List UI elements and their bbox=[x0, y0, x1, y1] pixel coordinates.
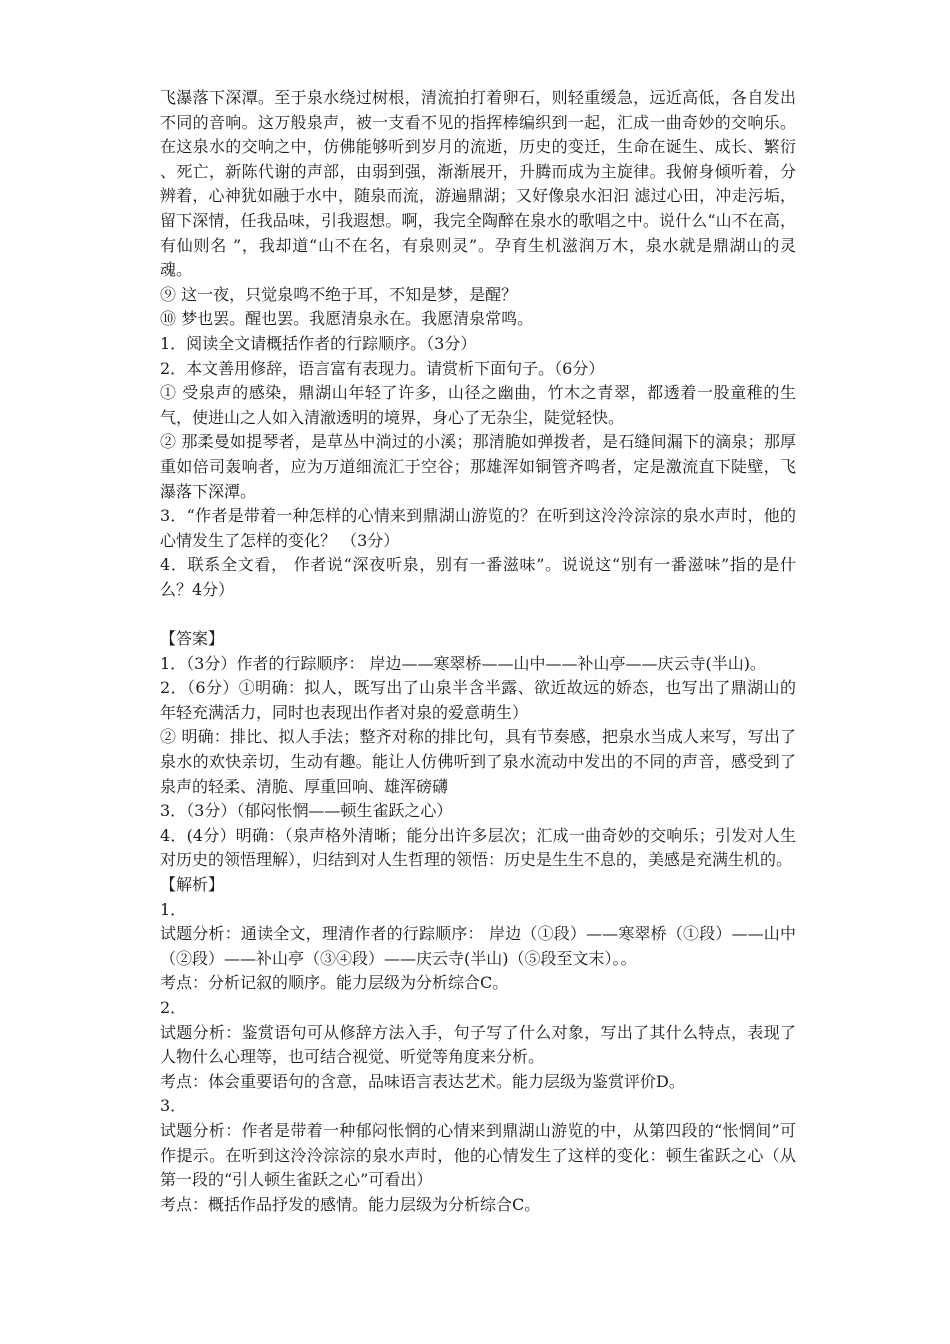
answer-4: 4．(4分）明确：（泉声格外清晰；能分出许多层次；汇成一曲奇妙的交响乐；引发对人生对历史的领悟理解），归结到对人生哲理的领悟：历史是生生不息的，美感是充满生机的。 bbox=[160, 825, 796, 870]
analysis-number: 1． bbox=[160, 899, 187, 919]
question-2-sentence-2: ② 那柔曼如提琴者，是草丛中淌过的小溪；那清脆如弹拨者，是石缝间漏下的滴泉；那厚重如倍司轰响者，应为万道细流汇于空谷；那雄浑如铜管齐鸣者，定是激流直下陡壁，飞瀑落下深潭。 bbox=[160, 432, 796, 501]
passage-paragraph: 飞瀑落下深潭。至于泉水绕过树根，清流拍打着卵石，则轻重缓急，远近高低，各自发出不同的音响。这万般泉声，被一支看不见的指挥棒编织到一起，汇成一曲奇妙的交响乐。在这泉水的交响之中，仿佛能够听到岁月的流逝，历史的变迁，生命在诞生、成长、繁衍 、死亡，新陈代谢的声部，由弱到强，渐渐展开，升腾而成为主旋律。我俯身倾听着，分辨着，心神犹如融于水中，随泉而流，游遍鼎湖；又好像泉水汩汩 滤过心田，冲走污垢，留下深情，任我品味，引我遐想。啊，我完全陶醉在泉水的歌唱之中。说什么“山不在高，有仙则名 ”，我却道“山不在名，有泉则灵”。孕育生机滋润万木，泉水就是鼎湖山的灵魂。 bbox=[160, 88, 796, 280]
question-2: 2．本文善用修辞，语言富有表现力。请赏析下面句子。（6分） bbox=[160, 358, 605, 378]
analysis-heading: 【解析】 bbox=[160, 875, 225, 894]
answer-heading: 【答案】 bbox=[160, 629, 225, 649]
passage-paragraph: ⑨ 这一夜，只觉泉鸣不绝于耳，不知是梦，是醒？ bbox=[160, 284, 518, 304]
analysis-number: 3． bbox=[160, 1096, 187, 1116]
passage-paragraph: ⑩ 梦也罢。醒也罢。我愿清泉永在。我愿清泉常鸣。 bbox=[160, 309, 534, 329]
answer-2: 2．（6分）①明确：拟人，既写出了山泉半含半露、欲近故远的娇态，也写出了鼎湖山的年轻充满活力，同时也表现出作者对泉的爱意萌生） bbox=[160, 678, 796, 722]
analysis-text: 试题分析：作者是带着一种郁闷怅惘的心情来到鼎湖山游览的中，从第四段的“怅惘间”可作提示。在听到这泠泠淙淙的泉水声时，他的心情发生了这样的变化：顿生雀跃之心（从第一段的“引人顿生雀跃之心”可看出） bbox=[160, 1120, 796, 1190]
answer-3: 3．（3分）（郁闷怅惘——顿生雀跃之心） bbox=[160, 801, 453, 821]
analysis-number: 2． bbox=[160, 997, 187, 1017]
question-4: 4．联系全文看， 作者说“深夜听泉，别有一番滋味”。说说这“别有一番滋味”指的是什么？4分） bbox=[160, 555, 796, 599]
analysis-point: 考点：概括作品抒发的感情。能力层级为分析综合C。 bbox=[160, 1194, 541, 1214]
answer-2-part-2: ② 明确：排比、拟人手法；整齐对称的排比句，具有节奏感，把泉水当成人来写，写出了泉水的欢快亲切，生动有趣。能让人仿佛听到了泉水流动中发出的不同的声音，感受到了泉声的轻柔、清脆、厚重回响、雄浑磅礴 bbox=[160, 727, 796, 796]
analysis-text: 试题分析：鉴赏语句可从修辞方法入手，句子写了什么对象，写出了其什么特点，表现了人物什么心理等，也可结合视觉、听觉等角度来分析。 bbox=[160, 1022, 796, 1067]
analysis-point: 考点：分析记叙的顺序。能力层级为分析综合C。 bbox=[160, 973, 509, 993]
spacer bbox=[160, 602, 796, 627]
question-2-sentence-1: ① 受泉声的感染，鼎湖山年轻了许多，山径之幽曲，竹木之青翠，都透着一股童稚的生气，使进山之人如入清澈透明的境界，身心了无杂尘，陡觉轻快。 bbox=[160, 383, 796, 427]
analysis-text: 试题分析：通读全文，理清作者的行踪顺序： 岸边（①段）——寒翠桥（①段）——山中（②段）——补山亭（③④段）——庆云寺(半山)（⑤段至文末）。。 bbox=[160, 924, 796, 968]
question-1: 1．阅读全文请概括作者的行踪顺序。（3分） bbox=[160, 333, 477, 353]
document-page bbox=[160, 86, 796, 1217]
question-3: 3．“作者是带着一种怎样的心情来到鼎湖山游览的？在听到这泠泠淙淙的泉水声时，他的心情发生了怎样的变化？ （3分） bbox=[160, 506, 796, 550]
analysis-point: 考点：体会重要语句的含意，品味语言表达艺术。能力层级为鉴赏评价D。 bbox=[160, 1071, 685, 1091]
answer-1: 1．（3分）作者的行踪顺序： 岸边——寒翠桥——山中——补山亭——庆云寺(半山)。 bbox=[160, 653, 766, 673]
